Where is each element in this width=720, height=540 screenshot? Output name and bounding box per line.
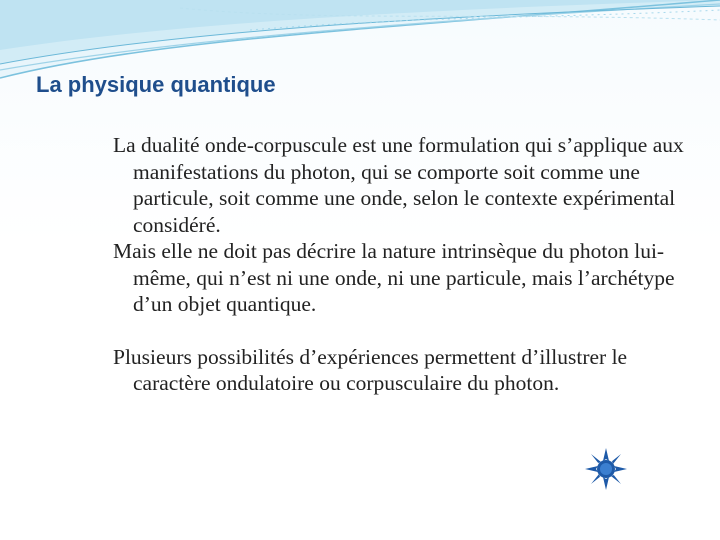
slide-title: La physique quantique — [36, 72, 276, 97]
paragraph-photon-nature: Mais elle ne doit pas décrire la nature intrinsèque du photon lui-même, qui n’est ni une onde, ni une particule, mais l’archétype d’un objet quantique. — [113, 239, 675, 316]
paragraph-experiments: Plusieurs possibilités d’expériences permettent d’illustrer le caractère ondulatoire ou corpusculaire du photon. — [113, 344, 628, 395]
paragraph-duality: La dualité onde-corpuscule est une formulation qui s’applique aux manifestations du photon, qui se comporte soit comme une particule, soit comme une onde, selon le contexte expérimental considéré. — [113, 133, 684, 237]
slide-body — [113, 132, 693, 397]
paragraph-spacer — [113, 318, 693, 344]
star-burst-icon — [584, 447, 628, 491]
